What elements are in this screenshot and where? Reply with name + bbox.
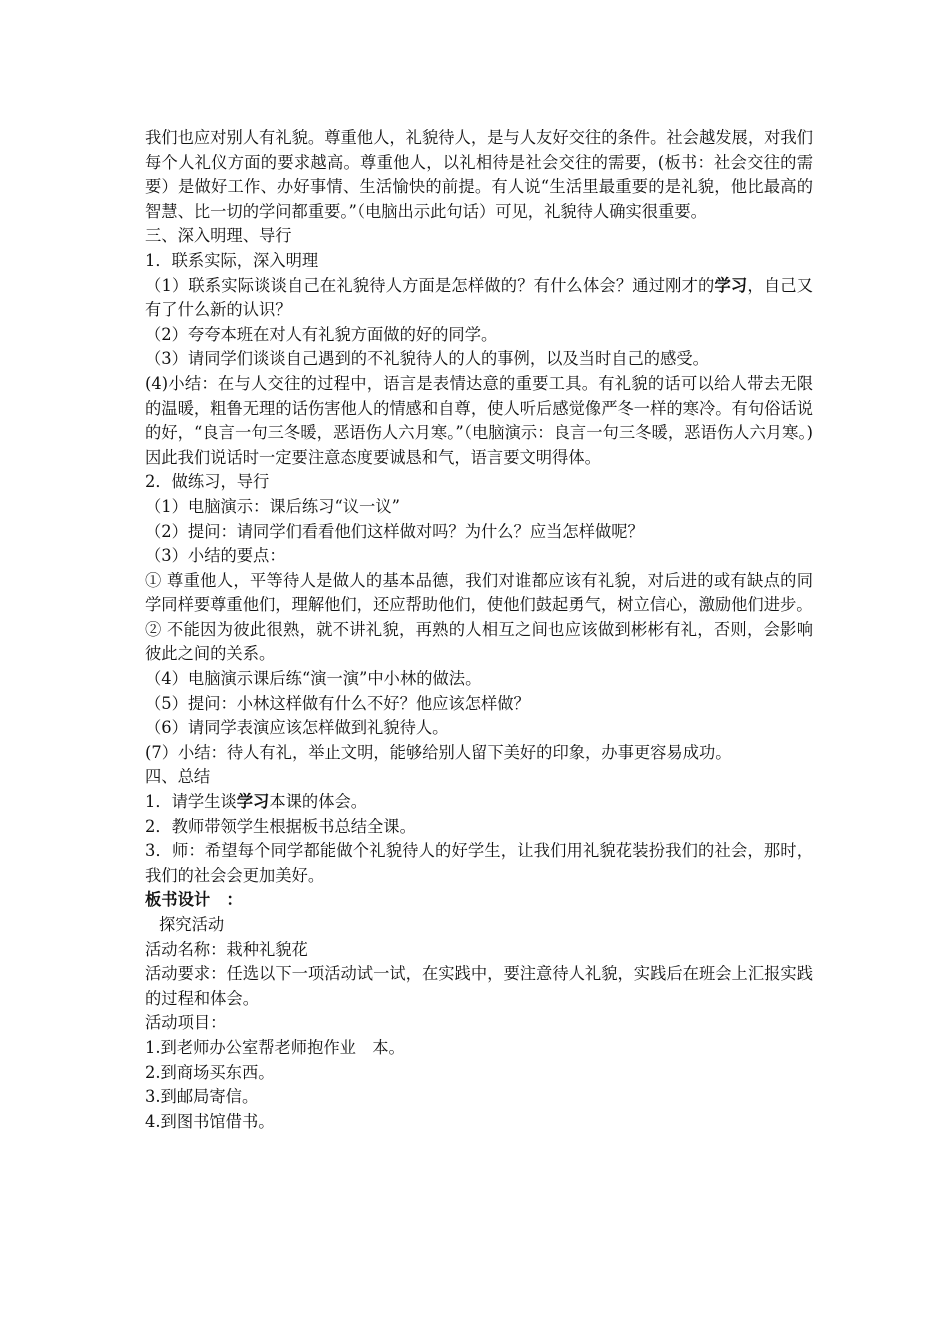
item-1-2: （2）夸夸本班在对人有礼貌方面做的好的同学。 — [145, 324, 498, 344]
activity-requirements: 活动要求：任选以下一项活动试一试，在实践中，要注意待人礼貌，实践后在班会上汇报实践的过程和体会。 — [145, 964, 813, 1008]
item-2-1: （1）电脑演示：课后练习“议一议” — [145, 496, 400, 516]
summary-1-bold: 学习 — [236, 792, 270, 812]
item-1-1 — [145, 274, 813, 323]
summary-1 — [145, 790, 813, 815]
item-2-6: （6）请同学表演应该怎样做到礼貌待人。 — [145, 718, 449, 738]
item-1-1-bold: 学习 — [714, 275, 748, 295]
item-1-1-text-a: （1）联系实际谈谈自己在礼貌待人方面是怎样做的？有什么体会？通过刚才的 — [145, 275, 715, 295]
activity-items-label: 活动项目： — [145, 1013, 227, 1033]
item-2-3: （3）小结的要点： — [145, 546, 286, 566]
board-design-heading: 板书设计 ： — [145, 890, 243, 910]
paragraph-intro: 我们也应对别人有礼貌。尊重他人，礼貌待人，是与人友好交往的条件。社会越发展，对我们每个人礼仪方面的要求越高。尊重他人，以礼相待是社会交往的需要，(板书：社会交往的需要）是做好工作、办好事情、生活愉快的前提。有人说“生活里最重要的是礼貌，他比最高的智慧、比一切的学问都重要。”（电脑出示此句话）可见，礼貌待人确实很重要。 — [145, 128, 813, 221]
section-heading-3: 三、深入明理、导行 — [145, 226, 292, 246]
item-2-4: （4）电脑演示课后练“演一演”中小林的做法。 — [145, 669, 482, 689]
item-1-1-text-c: ，自己又有了什么新的认识？ — [145, 275, 813, 320]
section-heading-4: 四、总结 — [145, 767, 211, 787]
summary-1-text-a: 1．请学生谈 — [145, 792, 237, 812]
item-1-4: (4)小结：在与人交往的过程中，语言是表情达意的重要工具。有礼貌的话可以给人带去无限的温暖，粗鲁无理的话伤害他人的情感和自尊，使人听后感觉像严冬一样的寒冷。有句俗话说的好，“良言一句三冬暖，恶语伤人六月寒。”（电脑演示：良言一句三冬暖，恶语伤人六月寒。)因此我们说话时一定要注意态度要诚恳和气，语言要文明得体。 — [145, 373, 813, 467]
item-2-2: （2）提问：请同学们看看他们这样做对吗？为什么？应当怎样做呢？ — [145, 521, 644, 541]
activity-name: 活动名称：栽种礼貌花 — [145, 939, 308, 959]
item-2-7: (7）小结：待人有礼，举止文明，能够给别人留下美好的印象，办事更容易成功。 — [145, 742, 732, 762]
point-2: ② 不能因为彼此很熟，就不讲礼貌，再熟的人相互之间也应该做到彬彬有礼，否则，会影响彼此之间的关系。 — [145, 619, 813, 664]
activity-item-1: 1.到老师办公室帮老师抱作业 本。 — [145, 1037, 405, 1057]
item-2-5: （5）提问：小林这样做有什么不好？他应该怎样做？ — [145, 693, 530, 713]
subheading-1: 1．联系实际，深入明理 — [145, 250, 319, 270]
activity-item-2: 2.到商场买东西。 — [145, 1062, 275, 1082]
summary-3: 3．师：希望每个同学都能做个礼貌待人的好学生，让我们用礼貌花装扮我们的社会，那时，我们的社会会更加美好。 — [145, 841, 813, 885]
item-1-3: （3）请同学们谈谈自己遇到的不礼貌待人的人的事例，以及当时自己的感受。 — [145, 349, 709, 369]
activity-item-3: 3.到邮局寄信。 — [145, 1087, 259, 1107]
summary-2: 2．教师带领学生根据板书总结全课。 — [145, 816, 416, 836]
document-body — [145, 126, 813, 1134]
point-1: ① 尊重他人，平等待人是做人的基本品德，我们对谁都应该有礼貌，对后进的或有缺点的同学同样要尊重他们，理解他们，还应帮助他们，使他们鼓起勇气，树立信心，激励他们进步。 — [145, 570, 813, 615]
summary-1-text-c: 本课的体会。 — [269, 792, 368, 812]
activity-item-4: 4.到图书馆借书。 — [145, 1111, 275, 1131]
explore-activity-heading: 探究活动 — [159, 915, 225, 934]
subheading-2: 2．做练习，导行 — [145, 472, 270, 492]
